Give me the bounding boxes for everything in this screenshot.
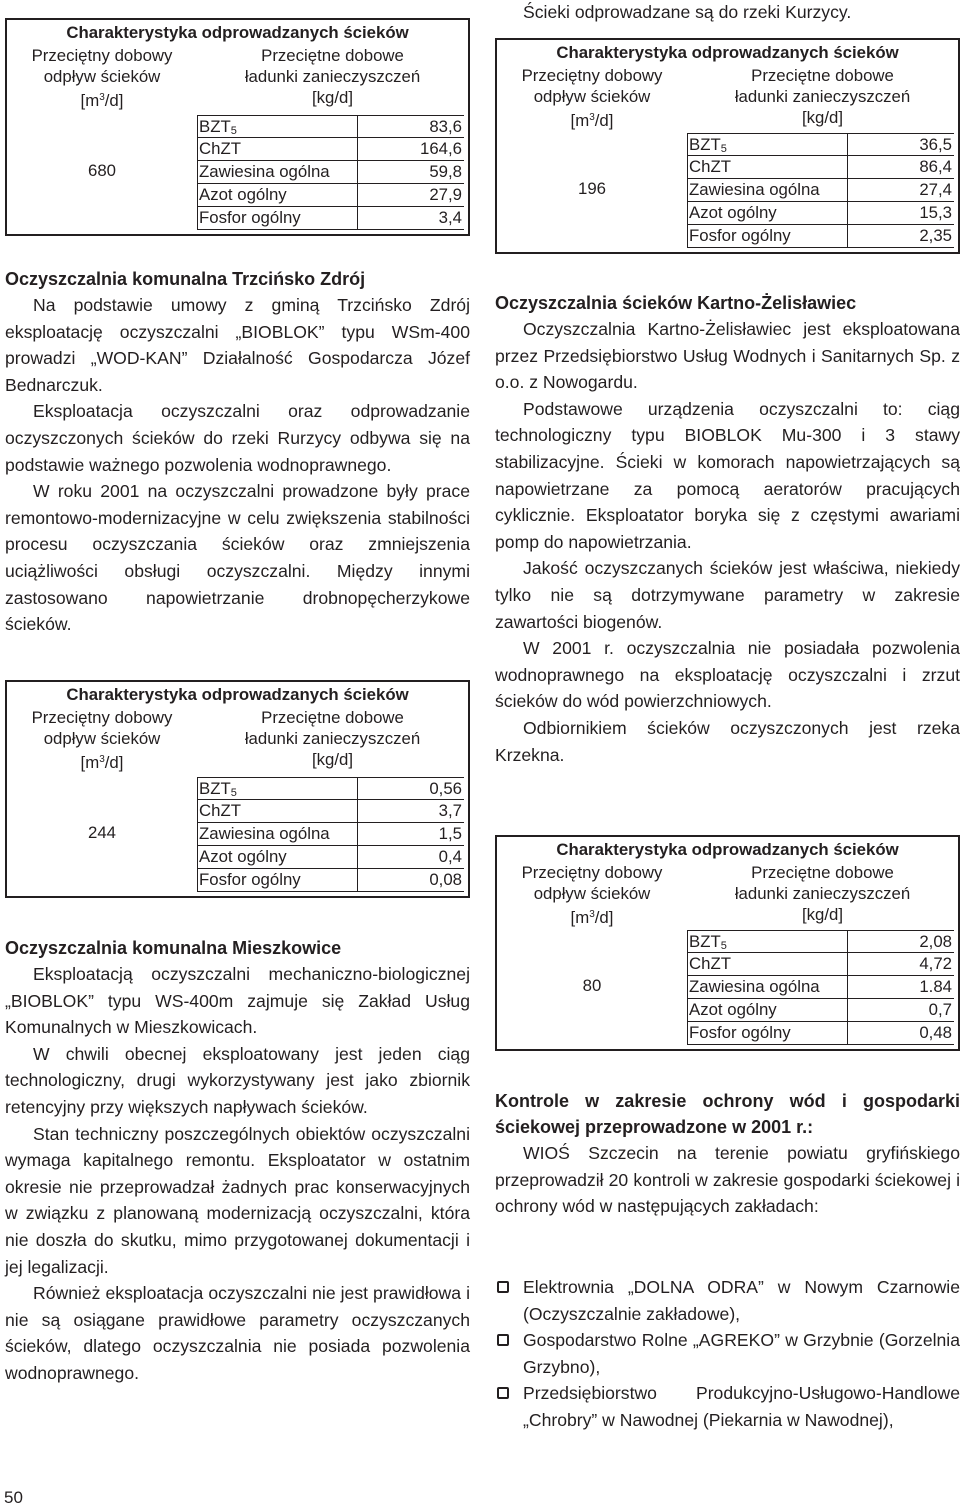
parameter-value: 2,35 [919, 226, 952, 245]
table-row [687, 179, 954, 202]
table-row [687, 133, 954, 156]
subscript: 5 [720, 940, 727, 952]
table-row [197, 823, 464, 846]
paragraph-top: Ścieki odprowadzane są do rzeki Kurzycy. [523, 2, 852, 22]
paragraph: Podstawowe urządzenia oczyszczalni to: ciąg technologiczny typu BIOBLOK Mu-300 i 3 stawy stabilizacyjne. Ścieki w komorach napowietrzających są napowietrzane za pomocą aeratorów pracujących cyklicznie. Eksploatator boryka się z częstymi awariami pomp do napowietrzania. [495, 398, 960, 552]
flow-header-line2: odpływ ścieków [533, 87, 651, 106]
list-item [495, 1274, 960, 1327]
parameter-name: $BZT_5$ [689, 932, 727, 952]
list-item [495, 1327, 960, 1380]
load-header-unit: [kg/d] [801, 905, 844, 924]
load-header-line1: Przeciętne dobowe [261, 708, 404, 727]
list-item-text: Elektrownia „DOLNA ODRA” w Nowym Czarnowie (Oczyszczalnie zakładowe), [523, 1277, 960, 1324]
table-row [687, 976, 954, 999]
flow-header-unit: $[m^3/d]$ [80, 753, 124, 772]
parameter-value: 0,48 [919, 1023, 952, 1042]
parameter-value: 0,56 [429, 779, 462, 798]
flow-header-line1: Przeciętny dobowy [521, 863, 663, 882]
parameter-name: ChZT [689, 954, 731, 973]
parameter-value: 1.84 [919, 977, 952, 996]
table-trzcinsko-treated [5, 680, 470, 898]
list-item-text: Przedsiębiorstwo Produkcyjno-Usługowo-Handlowe „Chrobry” w Nawodnej (Piekarnia w Nawodnej), [523, 1383, 960, 1430]
flow-header-unit: $[m^3/d]$ [570, 111, 614, 130]
parameter-name: Azot ogólny [199, 185, 287, 204]
parameter-name: ChZT [199, 139, 241, 158]
table-row [197, 846, 464, 869]
parameter-name: $BZT_5$ [689, 135, 727, 155]
parameter-value: 1,5 [438, 824, 462, 843]
parameter-value: 3,4 [438, 208, 462, 227]
paragraph: Odbiornikiem ścieków oczyszczonych jest rzeka Krzekna. [495, 717, 960, 765]
paragraph: W chwili obecnej eksploatowany jest jeden ciąg technologiczny, drugi wykorzystywany jest jako zbiornik retencyjny przy większych napływach ścieków. [5, 1043, 470, 1117]
load-header-unit: [kg/d] [801, 108, 844, 127]
subscript: 5 [720, 143, 727, 155]
table-row [687, 1022, 954, 1045]
flow-header-line1: Przeciętny dobowy [31, 46, 173, 65]
flow-value: 196 [578, 179, 606, 198]
parameter-name: Azot ogólny [199, 847, 287, 866]
parameter-value: 27,4 [919, 180, 952, 199]
table-row [687, 953, 954, 976]
paragraph: W 2001 r. oczyszczalnia nie posiadała pozwolenia wodnoprawnego na eksploatację oczyszczalni i zrzut ścieków do wód powierzchniowych. [495, 638, 960, 712]
list-item [495, 1380, 960, 1433]
subscript: 5 [230, 787, 237, 799]
parameter-name: Fosfor ogólny [199, 870, 301, 889]
parameter-value: 2,08 [919, 932, 952, 951]
flow-header-line2: odpływ ścieków [43, 729, 161, 748]
table-row [687, 999, 954, 1022]
parameter-name: Zawiesina ogólna [689, 180, 820, 199]
paragraph: Jakość oczyszczanych ścieków jest właściwa, niekiedy tylko nie są dotrzymywane parametry w zakresie zawartości biogenów. [495, 558, 960, 632]
parameter-value: 15,3 [919, 203, 952, 222]
load-header-line2: ładunki zanieczyszczeń [734, 87, 911, 106]
table-row [197, 184, 464, 207]
table-row [687, 225, 954, 248]
parameter-name: $BZT_5$ [199, 117, 237, 137]
flow-header-line1: Przeciętny dobowy [31, 708, 173, 727]
flow-header-unit: $[m^3/d]$ [570, 908, 614, 927]
parameter-name: Zawiesina ogólna [199, 824, 330, 843]
parameter-name: ChZT [199, 801, 241, 820]
table-row [197, 207, 464, 230]
parameter-value: 27,9 [429, 185, 462, 204]
parameter-name: Zawiesina ogólna [199, 162, 330, 181]
section-heading-kartno: Oczyszczalnia ścieków Kartno-Żelisławiec [495, 293, 857, 313]
table-row [197, 800, 464, 823]
checkbox-bullet-icon [497, 1334, 509, 1346]
load-header-line2: ładunki zanieczyszczeń [734, 884, 911, 903]
flow-header-line2: odpływ ścieków [43, 67, 161, 86]
paragraph: Eksploatacja oczyszczalni oraz odprowadzanie oczyszczonych ścieków do rzeki Rurzycy odbywa się na podstawie ważnego pozwolenia wodnoprawnego. [5, 401, 470, 475]
table-mieszkowice [495, 38, 960, 254]
load-header-line2: ładunki zanieczyszczeń [244, 67, 421, 86]
table-kartno [495, 835, 960, 1051]
parameter-value: 0,08 [429, 870, 462, 889]
table-trzcinsko [5, 18, 470, 236]
paragraph: Oczyszczalnia Kartno-Żelisławiec jest eksploatowana przez Przedsiębiorstwo Usług Wodnych i Sanitarnych Sp. z o.o. z Nowogardu. [495, 319, 960, 393]
paragraph: W roku 2001 na oczyszczalni prowadzone były prace remontowo-modernizacyjne w celu zwiększenia stabilności procesu oczyszczania ścieków oraz zmniejszenia uciążliwości obsługi oczyszczalni. Między innymi zastosowano napowietrzanie drobnopęcherzykowe ścieków. [5, 481, 470, 635]
flow-value: 244 [88, 823, 116, 842]
parameter-name: ChZT [689, 157, 731, 176]
paragraph: Na podstawie umowy z gminą Trzcińsko Zdrój eksploatację oczyszczalni „BIOBLOK” typu WSm-400 prowadzi „WOD-KAN” Działalność Gospodarcza Józef Bednarczuk. [5, 295, 470, 395]
parameter-name: Fosfor ogólny [199, 208, 301, 227]
flow-header-unit: $[m^3/d]$ [80, 91, 124, 110]
table-row [687, 202, 954, 225]
parameter-value: 0,4 [438, 847, 462, 866]
paragraph: Eksploatacją oczyszczalni mechaniczno-biologicznej „BIOBLOK” typu WS-400m zajmuje się Zakład Usług Komunalnych w Mieszkowicach. [5, 964, 470, 1038]
parameter-value: 59,8 [429, 162, 462, 181]
table-row [687, 930, 954, 953]
flow-value: 680 [88, 161, 116, 180]
section-heading-kontrole: Kontrole w zakresie ochrony wód i gospodarki ściekowej przeprowadzone w 2001 r.: [495, 1091, 960, 1137]
list-item-text: Gospodarstwo Rolne „AGREKO” w Grzybnie (Gorzelnia Grzybno), [523, 1330, 960, 1377]
table-title: Charakterystyka odprowadzanych ścieków [66, 685, 409, 704]
parameter-value: 36,5 [919, 135, 952, 154]
table-row [197, 161, 464, 184]
paragraph: Stan techniczny poszczególnych obiektów oczyszczalni wymaga kapitalnego remontu. Eksploatator w ostatnim okresie nie przeprowadzał żadnych prac konserwacyjnych w związku z planowaną modernizacją oczyszczalni, która nie doszła do skutku, mimo przygotowanej dokumentacji i jej legalizacji. [5, 1123, 470, 1277]
checkbox-bullet-icon [497, 1387, 509, 1399]
parameter-name: Azot ogólny [689, 203, 777, 222]
table-row [197, 777, 464, 800]
load-header-line2: ładunki zanieczyszczeń [244, 729, 421, 748]
parameter-name: Zawiesina ogólna [689, 977, 820, 996]
parameter-name: Fosfor ogólny [689, 1023, 791, 1042]
flow-value: 80 [582, 976, 602, 995]
table-title: Charakterystyka odprowadzanych ścieków [66, 23, 409, 42]
load-header-line1: Przeciętne dobowe [751, 66, 894, 85]
parameter-name: Fosfor ogólny [689, 226, 791, 245]
parameter-value: 164,6 [420, 139, 462, 158]
load-header-unit: [kg/d] [311, 88, 354, 107]
parameter-value: 83,6 [429, 117, 462, 136]
section-heading-trzcinsko: Oczyszczalnia komunalna Trzcińsko Zdrój [5, 269, 366, 289]
parameter-value: 3,7 [438, 801, 462, 820]
load-header-unit: [kg/d] [311, 750, 354, 769]
table-row [197, 869, 464, 892]
parameter-name: $BZT_5$ [199, 779, 237, 799]
parameter-value: 4,72 [919, 954, 952, 973]
table-title: Charakterystyka odprowadzanych ścieków [556, 840, 899, 859]
parameter-value: 86,4 [919, 157, 952, 176]
flow-header-line1: Przeciętny dobowy [521, 66, 663, 85]
parameter-value: 0,7 [928, 1000, 952, 1019]
table-row [197, 115, 464, 138]
table-row [687, 156, 954, 179]
load-header-line1: Przeciętne dobowe [261, 46, 404, 65]
table-title: Charakterystyka odprowadzanych ścieków [556, 43, 899, 62]
table-row [197, 138, 464, 161]
load-header-line1: Przeciętne dobowe [751, 863, 894, 882]
parameter-name: Azot ogólny [689, 1000, 777, 1019]
section-heading-mieszkowice: Oczyszczalnia komunalna Mieszkowice [5, 938, 342, 958]
subscript: 5 [230, 125, 237, 137]
flow-header-line2: odpływ ścieków [533, 884, 651, 903]
paragraph: Również eksploatacja oczyszczalni nie jest prawidłowa i nie są osiągane prawidłowe parametry oczyszczanych ścieków, dlatego oczyszczalnia nie posiada pozwolenia wodnoprawnego. [5, 1283, 470, 1383]
page-number: 50 [4, 1488, 23, 1507]
paragraph: WIOŚ Szczecin na terenie powiatu gryfińskiego przeprowadził 20 kontroli w zakresie gospodarki ściekowej i ochrony wód w następujących zakładach: [495, 1143, 960, 1217]
checkbox-bullet-icon [497, 1281, 509, 1293]
bullet-list [495, 1274, 960, 1434]
